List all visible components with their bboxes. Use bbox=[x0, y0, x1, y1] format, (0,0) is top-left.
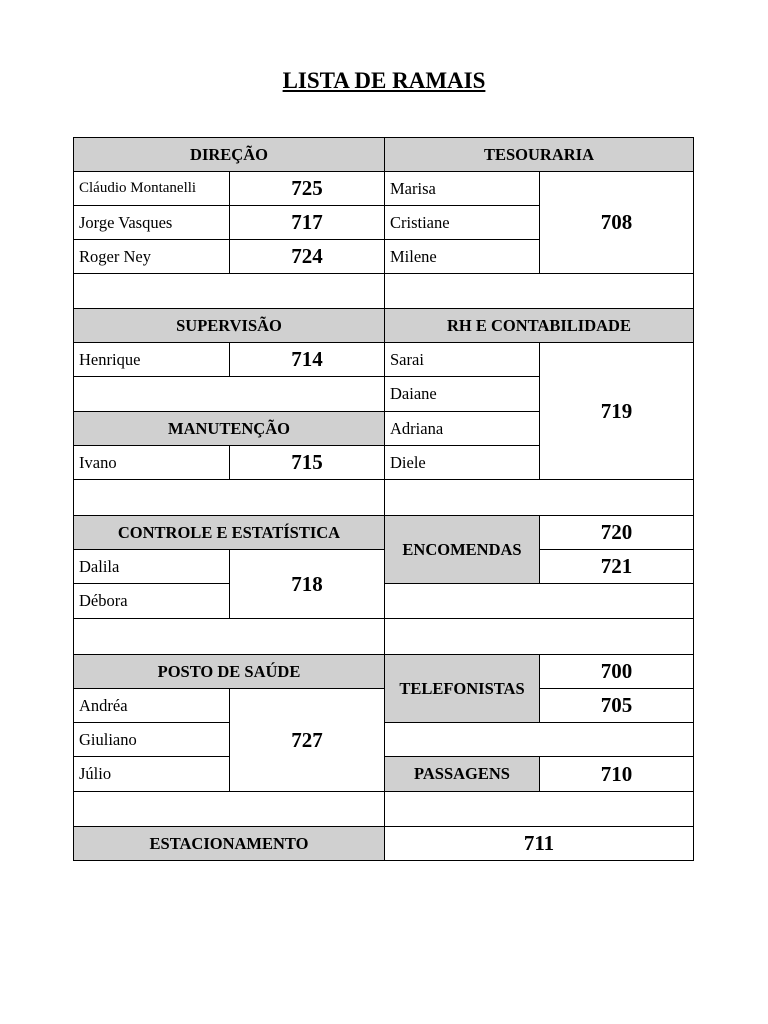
posto-name-2: Giuliano bbox=[73, 722, 230, 757]
rh-ext: 719 bbox=[539, 342, 694, 480]
manutencao-name-1: Ivano bbox=[73, 445, 230, 480]
blank-cell bbox=[384, 791, 694, 827]
blank-cell bbox=[73, 376, 385, 412]
direcao-ext-1: 725 bbox=[229, 171, 385, 206]
blank-cell bbox=[73, 618, 385, 655]
header-direcao: DIREÇÃO bbox=[73, 137, 385, 172]
header-supervisao: SUPERVISÃO bbox=[73, 308, 385, 343]
header-rh: RH E CONTABILIDADE bbox=[384, 308, 694, 343]
direcao-ext-3: 724 bbox=[229, 239, 385, 274]
blank-cell bbox=[384, 618, 694, 655]
direcao-ext-2: 717 bbox=[229, 205, 385, 240]
blank-cell bbox=[384, 273, 694, 309]
header-estacionamento: ESTACIONAMENTO bbox=[73, 826, 385, 861]
header-posto: POSTO DE SAÚDE bbox=[73, 654, 385, 689]
posto-name-1: Andréa bbox=[73, 688, 230, 723]
extensions-table bbox=[73, 137, 694, 861]
supervisao-ext-1: 714 bbox=[229, 342, 385, 377]
header-encomendas: ENCOMENDAS bbox=[384, 515, 540, 584]
encomendas-ext-2: 721 bbox=[539, 549, 694, 584]
blank-cell bbox=[73, 479, 385, 516]
encomendas-ext-1: 720 bbox=[539, 515, 694, 550]
controle-name-2: Débora bbox=[73, 583, 230, 619]
direcao-name-3: Roger Ney bbox=[73, 239, 230, 274]
page-title: LISTA DE RAMAIS bbox=[282, 68, 486, 93]
blank-cell bbox=[73, 791, 385, 827]
telefonistas-ext-1: 700 bbox=[539, 654, 694, 689]
blank-cell bbox=[384, 583, 694, 619]
rh-name-4: Diele bbox=[384, 445, 540, 480]
tesouraria-name-3: Milene bbox=[384, 239, 540, 274]
controle-ext: 718 bbox=[229, 549, 385, 619]
estacionamento-ext: 711 bbox=[384, 826, 694, 861]
telefonistas-ext-2: 705 bbox=[539, 688, 694, 723]
posto-name-3: Júlio bbox=[73, 756, 230, 792]
header-telefonistas: TELEFONISTAS bbox=[384, 654, 540, 723]
direcao-name-1: Cláudio Montanelli bbox=[73, 171, 230, 206]
tesouraria-ext: 708 bbox=[539, 171, 694, 274]
blank-cell bbox=[384, 479, 694, 516]
manutencao-ext-1: 715 bbox=[229, 445, 385, 480]
direcao-name-2: Jorge Vasques bbox=[73, 205, 230, 240]
controle-name-1: Dalila bbox=[73, 549, 230, 584]
tesouraria-name-1: Marisa bbox=[384, 171, 540, 206]
tesouraria-name-2: Cristiane bbox=[384, 205, 540, 240]
posto-ext: 727 bbox=[229, 688, 385, 792]
passagens-ext: 710 bbox=[539, 756, 694, 792]
rh-name-1: Sarai bbox=[384, 342, 540, 377]
header-manutencao: MANUTENÇÃO bbox=[73, 411, 385, 446]
blank-cell bbox=[73, 273, 385, 309]
header-tesouraria: TESOURARIA bbox=[384, 137, 694, 172]
blank-cell bbox=[384, 722, 694, 757]
supervisao-name-1: Henrique bbox=[73, 342, 230, 377]
rh-name-3: Adriana bbox=[384, 411, 540, 446]
rh-name-2: Daiane bbox=[384, 376, 540, 412]
header-passagens: PASSAGENS bbox=[384, 756, 540, 792]
header-controle: CONTROLE E ESTATÍSTICA bbox=[73, 515, 385, 550]
